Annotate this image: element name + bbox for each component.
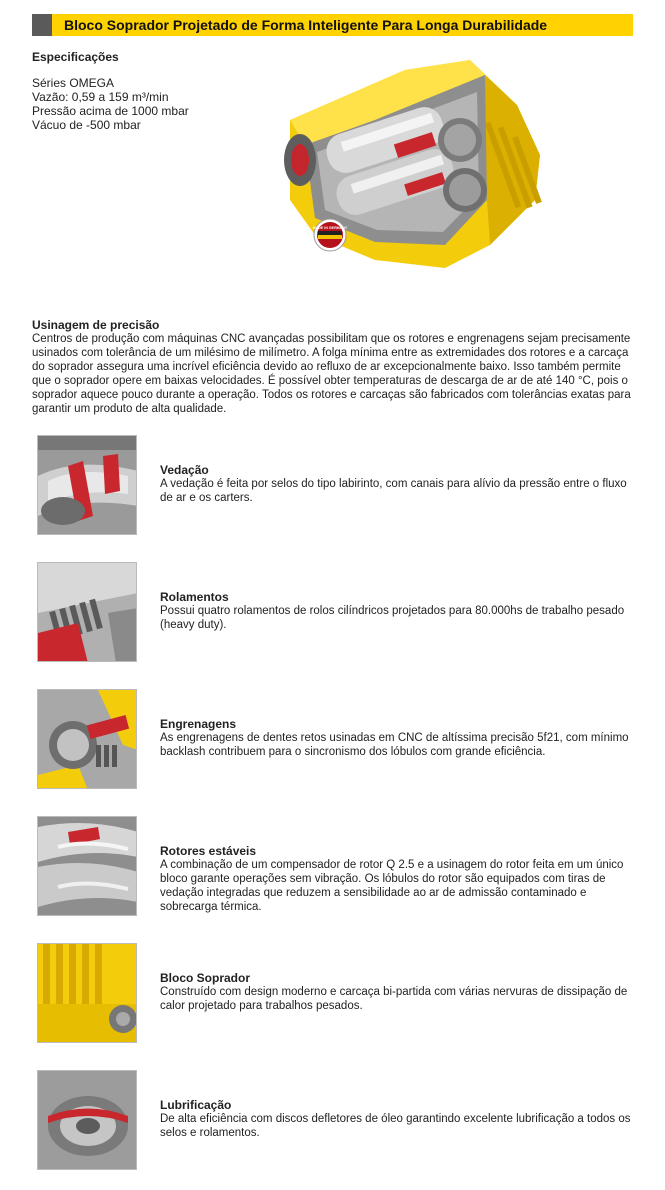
feature-bearings <box>37 562 637 662</box>
spec-line: Vácuo de -500 mbar <box>32 118 141 132</box>
spec-line: Pressão acima de 1000 mbar <box>32 104 189 118</box>
feature-gears <box>37 689 637 789</box>
feature-text: As engrenagens de dentes retos usinadas em CNC de altíssima precisão 5f21, com mínimo backlash contribuem para o sincronismo dos lóbulos com grande eficiência. <box>160 732 629 758</box>
lubrication-photo <box>37 1070 137 1170</box>
title-bar-mark <box>32 14 52 36</box>
feature-lubrication <box>37 1070 637 1170</box>
feature-title: Lubrificação <box>160 1098 232 1112</box>
sealing-photo <box>37 435 137 535</box>
made-in-germany-badge: MADE IN GERMANY <box>312 226 348 230</box>
spec-line: Séries OMEGA <box>32 76 115 90</box>
precision-heading: Usinagem de precisão <box>32 318 160 332</box>
specifications-block <box>32 50 272 132</box>
feature-blower-block <box>37 943 637 1043</box>
precision-machining-section <box>32 318 632 416</box>
feature-title: Bloco Soprador <box>160 971 251 985</box>
feature-title: Engrenagens <box>160 717 237 731</box>
feature-text: Possui quatro rolamentos de rolos cilíndricos projetados para 80.000hs de trabalho pesado (heavy duty). <box>160 605 625 631</box>
feature-sealing <box>37 435 637 535</box>
page-title: Bloco Soprador Projetado de Forma Inteligente Para Longa Durabilidade <box>64 17 548 33</box>
feature-text: A vedação é feita por selos do tipo labirinto, com canais para alívio da pressão entre o fluxo de ar e os carters. <box>160 478 627 504</box>
feature-title: Vedação <box>160 463 209 477</box>
feature-rotors <box>37 816 637 916</box>
blower-block-photo <box>37 943 137 1043</box>
specifications-heading: Especificações <box>32 50 119 64</box>
spec-line: Vazão: 0,59 a 159 m³/min <box>32 90 169 104</box>
precision-text: Centros de produção com máquinas CNC avançadas possibilitam que os rotores e engrenagens sejam precisamente usinados com tolerância de um milésimo de milímetro. A folga mínima entre as extremidades dos rotores e a carcaça do soprador assegura uma incrível eficiência devido ao refluxo de ar excepcionalmente baixo. Isso também permite que o soprador opere em baixas velocidades. É possível obter temperaturas de descarga de ar de até 140 °C, pois o soprador aquece pouco durante a operação. Todos os rotores e carcaças são fabricados com tolerâncias exatas para garantir um produto de alta qualidade. <box>32 333 631 415</box>
feature-text: A combinação de um compensador de rotor Q 2.5 e a usinagem do rotor feita em um único bloco garante operações sem vibração. Os lóbulos do rotor são equipados com tiras de vedação integradas que reduzem a sensibilidade ao ar de admissão contaminado e sobrecarga térmica. <box>160 859 624 913</box>
rotors-photo <box>37 816 137 916</box>
feature-title: Rotores estáveis <box>160 844 257 858</box>
blower-cutaway-image <box>255 50 555 275</box>
bearings-photo <box>37 562 137 662</box>
feature-title: Rolamentos <box>160 590 229 604</box>
gears-photo <box>37 689 137 789</box>
feature-text: De alta eficiência com discos defletores de óleo garantindo excelente lubrificação a todos os selos e rolamentos. <box>160 1113 631 1139</box>
feature-text: Construído com design moderno e carcaça bi-partida com várias nervuras de dissipação de calor projetado para trabalhos pesados. <box>160 986 628 1012</box>
title-bar <box>32 14 633 36</box>
